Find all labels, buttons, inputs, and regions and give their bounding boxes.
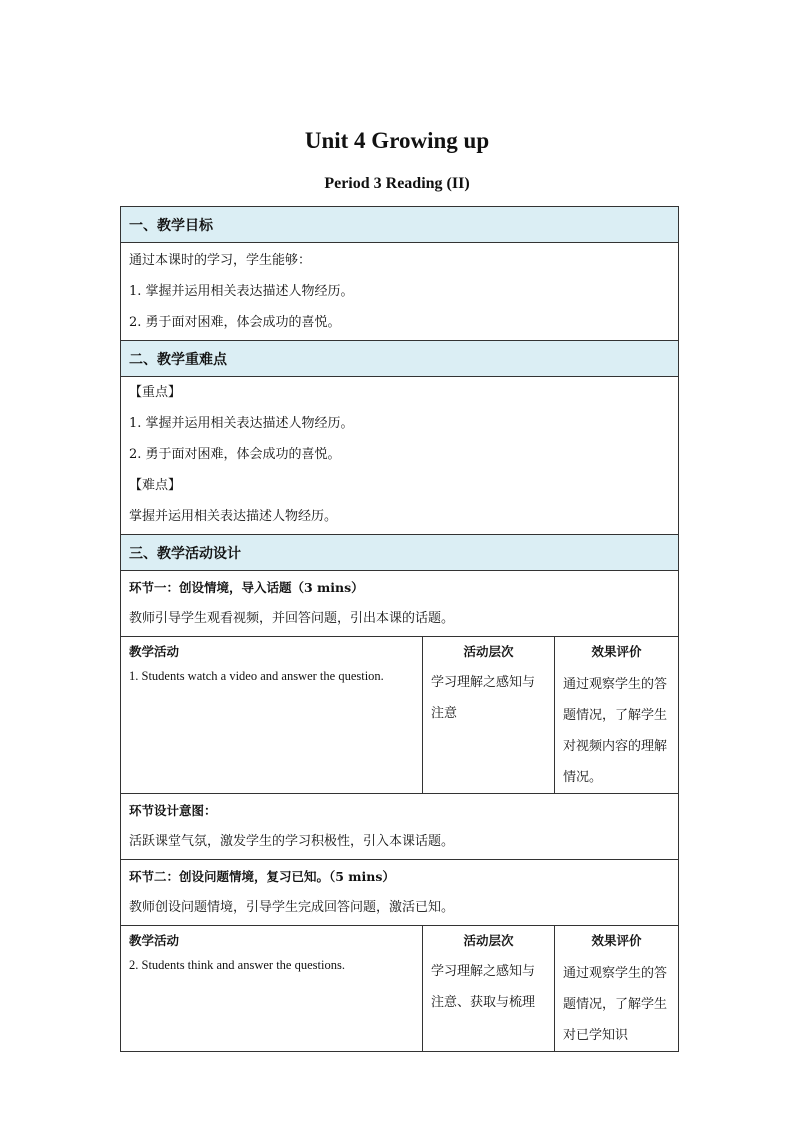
section-heading-key-points: 二、教学重难点 xyxy=(121,341,679,377)
objectives-line: 1. 掌握并运用相关表达描述人物经历。 xyxy=(129,284,354,299)
col-level-label: 活动层次 xyxy=(463,933,514,948)
step2-desc: 教师创设问题情境，引导学生完成回答问题，激活已知。 xyxy=(129,900,455,915)
difficult-line: 掌握并运用相关表达描述人物经历。 xyxy=(129,509,338,524)
key-points-body xyxy=(121,377,679,535)
page-title: Unit 4 Growing up xyxy=(304,128,490,153)
section-heading-activities: 三、教学活动设计 xyxy=(121,535,679,571)
lesson-plan-table xyxy=(120,206,679,1052)
step1-level: 学习理解之感知与注意 xyxy=(431,675,536,721)
objectives-line: 通过本课时的学习，学生能够： xyxy=(129,253,312,268)
step1-eval: 通过观察学生的答题情况，了解学生对视频内容的理解情况。 xyxy=(563,677,668,785)
col-activity-label: 教学活动 xyxy=(129,644,180,659)
key-line: 2. 勇于面对困难，体会成功的喜悦。 xyxy=(129,447,341,462)
section-heading-objectives: 一、教学目标 xyxy=(121,207,679,243)
step2-level: 学习理解之感知与注意、获取与梳理 xyxy=(431,964,536,1010)
step1-desc: 教师引导学生观看视频，并回答问题，引出本课的话题。 xyxy=(129,611,455,626)
step2-activity-cell xyxy=(121,926,423,1052)
step1-intent-text: 活跃课堂气氛，激发学生的学习积极性，引入本课话题。 xyxy=(129,834,455,849)
step1-eval-cell xyxy=(555,637,679,794)
step1-intent-label: 环节设计意图： xyxy=(129,803,217,818)
col-eval-label: 效果评价 xyxy=(591,933,642,948)
col-eval-label: 效果评价 xyxy=(591,644,642,659)
col-activity-label: 教学活动 xyxy=(129,933,180,948)
step2-title: 环节二：创设问题情境，复习已知。（5 mins） xyxy=(129,869,395,884)
step1-activity-cell xyxy=(121,637,423,794)
step2-header xyxy=(121,860,679,926)
objectives-body xyxy=(121,243,679,341)
difficult-label: 【难点】 xyxy=(129,478,182,493)
key-line: 1. 掌握并运用相关表达描述人物经历。 xyxy=(129,416,354,431)
key-label: 【重点】 xyxy=(129,385,182,400)
objectives-line: 2. 勇于面对困难，体会成功的喜悦。 xyxy=(129,315,341,330)
step1-title: 环节一：创设情境，导入话题（3 mins） xyxy=(129,580,364,595)
step1-header xyxy=(121,571,679,637)
step2-eval: 通过观察学生的答题情况，了解学生对已学知识 xyxy=(563,966,668,1043)
step1-activity: 1. Students watch a video and answer the question. xyxy=(129,669,384,683)
step2-level-cell xyxy=(423,926,555,1052)
step2-activity: 2. Students think and answer the questions. xyxy=(129,958,345,972)
step1-intent xyxy=(121,794,679,860)
col-level-label: 活动层次 xyxy=(463,644,514,659)
page-subtitle: Period 3 Reading (II) xyxy=(324,175,470,192)
step2-eval-cell xyxy=(555,926,679,1052)
step1-level-cell xyxy=(423,637,555,794)
